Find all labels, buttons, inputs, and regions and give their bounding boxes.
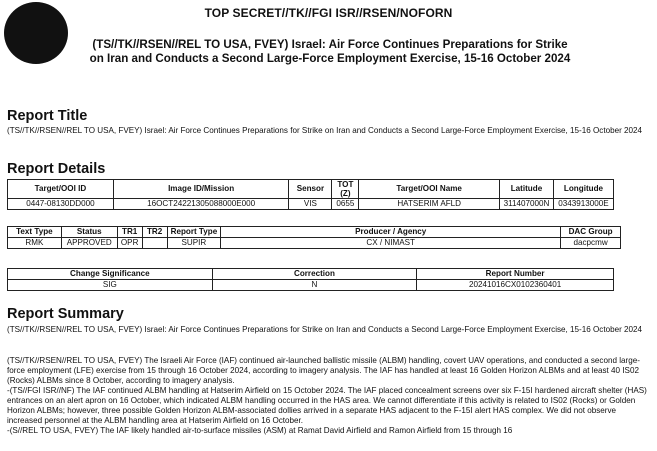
table-header-row — [8, 227, 621, 238]
col-header: DAC Group — [561, 227, 621, 238]
col-header: Change Significance — [8, 269, 213, 280]
details-table-report-number — [7, 268, 614, 291]
cell-tot: 0655 — [332, 199, 359, 210]
details-table-targets — [7, 179, 614, 210]
col-header: Report Type — [167, 227, 221, 238]
table-header-row — [8, 180, 614, 199]
col-header: Image ID/Mission — [113, 180, 289, 199]
cell-target-id: 0447-08130DD000 — [8, 199, 114, 210]
document-title-line-1: (TS//TK//RSEN//REL TO USA, FVEY) Israel: Air Force Continues Preparations for Strike — [92, 38, 568, 51]
col-header: Producer / Agency — [221, 227, 561, 238]
col-header: Longitude — [553, 180, 613, 199]
col-header: TOT (Z) — [332, 180, 359, 199]
col-header: TR2 — [142, 227, 167, 238]
document-title-line-2: on Iran and Conducts a Second Large-Force Employment Exercise, 15-16 October 2024 — [89, 52, 571, 65]
col-header: Latitude — [499, 180, 553, 199]
table-header-row — [8, 269, 614, 280]
classification-banner: TOP SECRET//TK//FGI ISR//RSEN/NOFORN — [204, 6, 453, 20]
cell-report-type: SUPIR — [167, 238, 221, 249]
col-header: Status — [61, 227, 117, 238]
report-summary-body — [7, 356, 647, 436]
cell-latitude: 311407000N — [499, 199, 553, 210]
cell-image-id: 16OCT24221305088000E000 — [113, 199, 289, 210]
report-title-heading: Report Title — [7, 108, 88, 124]
col-header: Report Number — [417, 269, 614, 280]
cell-longitude: 0343913000E — [553, 199, 613, 210]
table-row — [8, 199, 614, 210]
cell-status: APPROVED — [61, 238, 117, 249]
document-title — [70, 38, 590, 66]
cell-change-significance: SIG — [8, 280, 213, 291]
col-header: Text Type — [8, 227, 62, 238]
cell-sensor: VIS — [289, 199, 332, 210]
col-header: Sensor — [289, 180, 332, 199]
report-details-heading: Report Details — [7, 161, 106, 177]
cell-tr2 — [142, 238, 167, 249]
report-summary-intro: (TS//TK//RSEN//REL TO USA, FVEY) Israel: Air Force Continues Preparations for Strike on Iran and Conducts a Second Large-Force Employment Exercise, 15-16 October 2024 — [7, 325, 643, 334]
table-row — [8, 280, 614, 291]
col-header: Correction — [212, 269, 417, 280]
report-title-text: (TS//TK//RSEN//REL TO USA, FVEY) Israel: Air Force Continues Preparations for Strike on Iran and Conducts a Second Large-Force Employment Exercise, 15-16 October 2024 — [7, 126, 643, 135]
col-header: Target/OOI Name — [359, 180, 500, 199]
cell-text-type: RMK — [8, 238, 62, 249]
cell-report-number: 20241016CX0102360401 — [417, 280, 614, 291]
cell-dac-group: dacpcmw — [561, 238, 621, 249]
summary-paragraph: (TS//TK//RSEN//REL TO USA, FVEY) The Israeli Air Force (IAF) continued air-launched ballistic missile (ALBM) handling, covert UAV operations, and conducted a second large-force employment (LFE) exercise from 15 through 16 October 2024, according to imagery analysis. The IAF has handled at least 16 Golden Horizon ALBMs and at least 40 IS02 (Rocks) ALBMs since 8 October, according to imagery analysis. — [7, 356, 640, 385]
summary-paragraph: -(S//REL TO USA, FVEY) The IAF likely handled air-to-surface missiles (ASM) at Ramat David Airfield and Ramon Airfield from 15 through 16 — [7, 426, 513, 435]
cell-tr1: OPR — [117, 238, 142, 249]
cell-correction: N — [212, 280, 417, 291]
table-row — [8, 238, 621, 249]
report-summary-heading: Report Summary — [7, 306, 124, 322]
cell-target-name: HATSERIM AFLD — [359, 199, 500, 210]
cell-producer: CX / NIMAST — [221, 238, 561, 249]
col-header: TR1 — [117, 227, 142, 238]
summary-paragraph: -(TS//FGI ISR//NF) The IAF continued ALBM handling at Hatserim Airfield on 15 October 2024. The IAF placed concealment screens over six F-15I hardened aircraft shelter (HAS) entrances on an alert apron on 16 October, which indicated ALBM handling occurred in the HAS area. We cannot differentiate if this activity is related to IS02 (Rocks) or Golden Horizon ALBMs; however, three possible Golden Horizon ALBM-associated dollies arrived in a separate HAS adjacent to the F-15I alert HAS complex. We did not observe increased personnel at the ALBM handling area at Hatserim Airfield on 16 October. — [7, 386, 647, 425]
details-table-status — [7, 226, 621, 249]
col-header: Target/OOI ID — [8, 180, 114, 199]
